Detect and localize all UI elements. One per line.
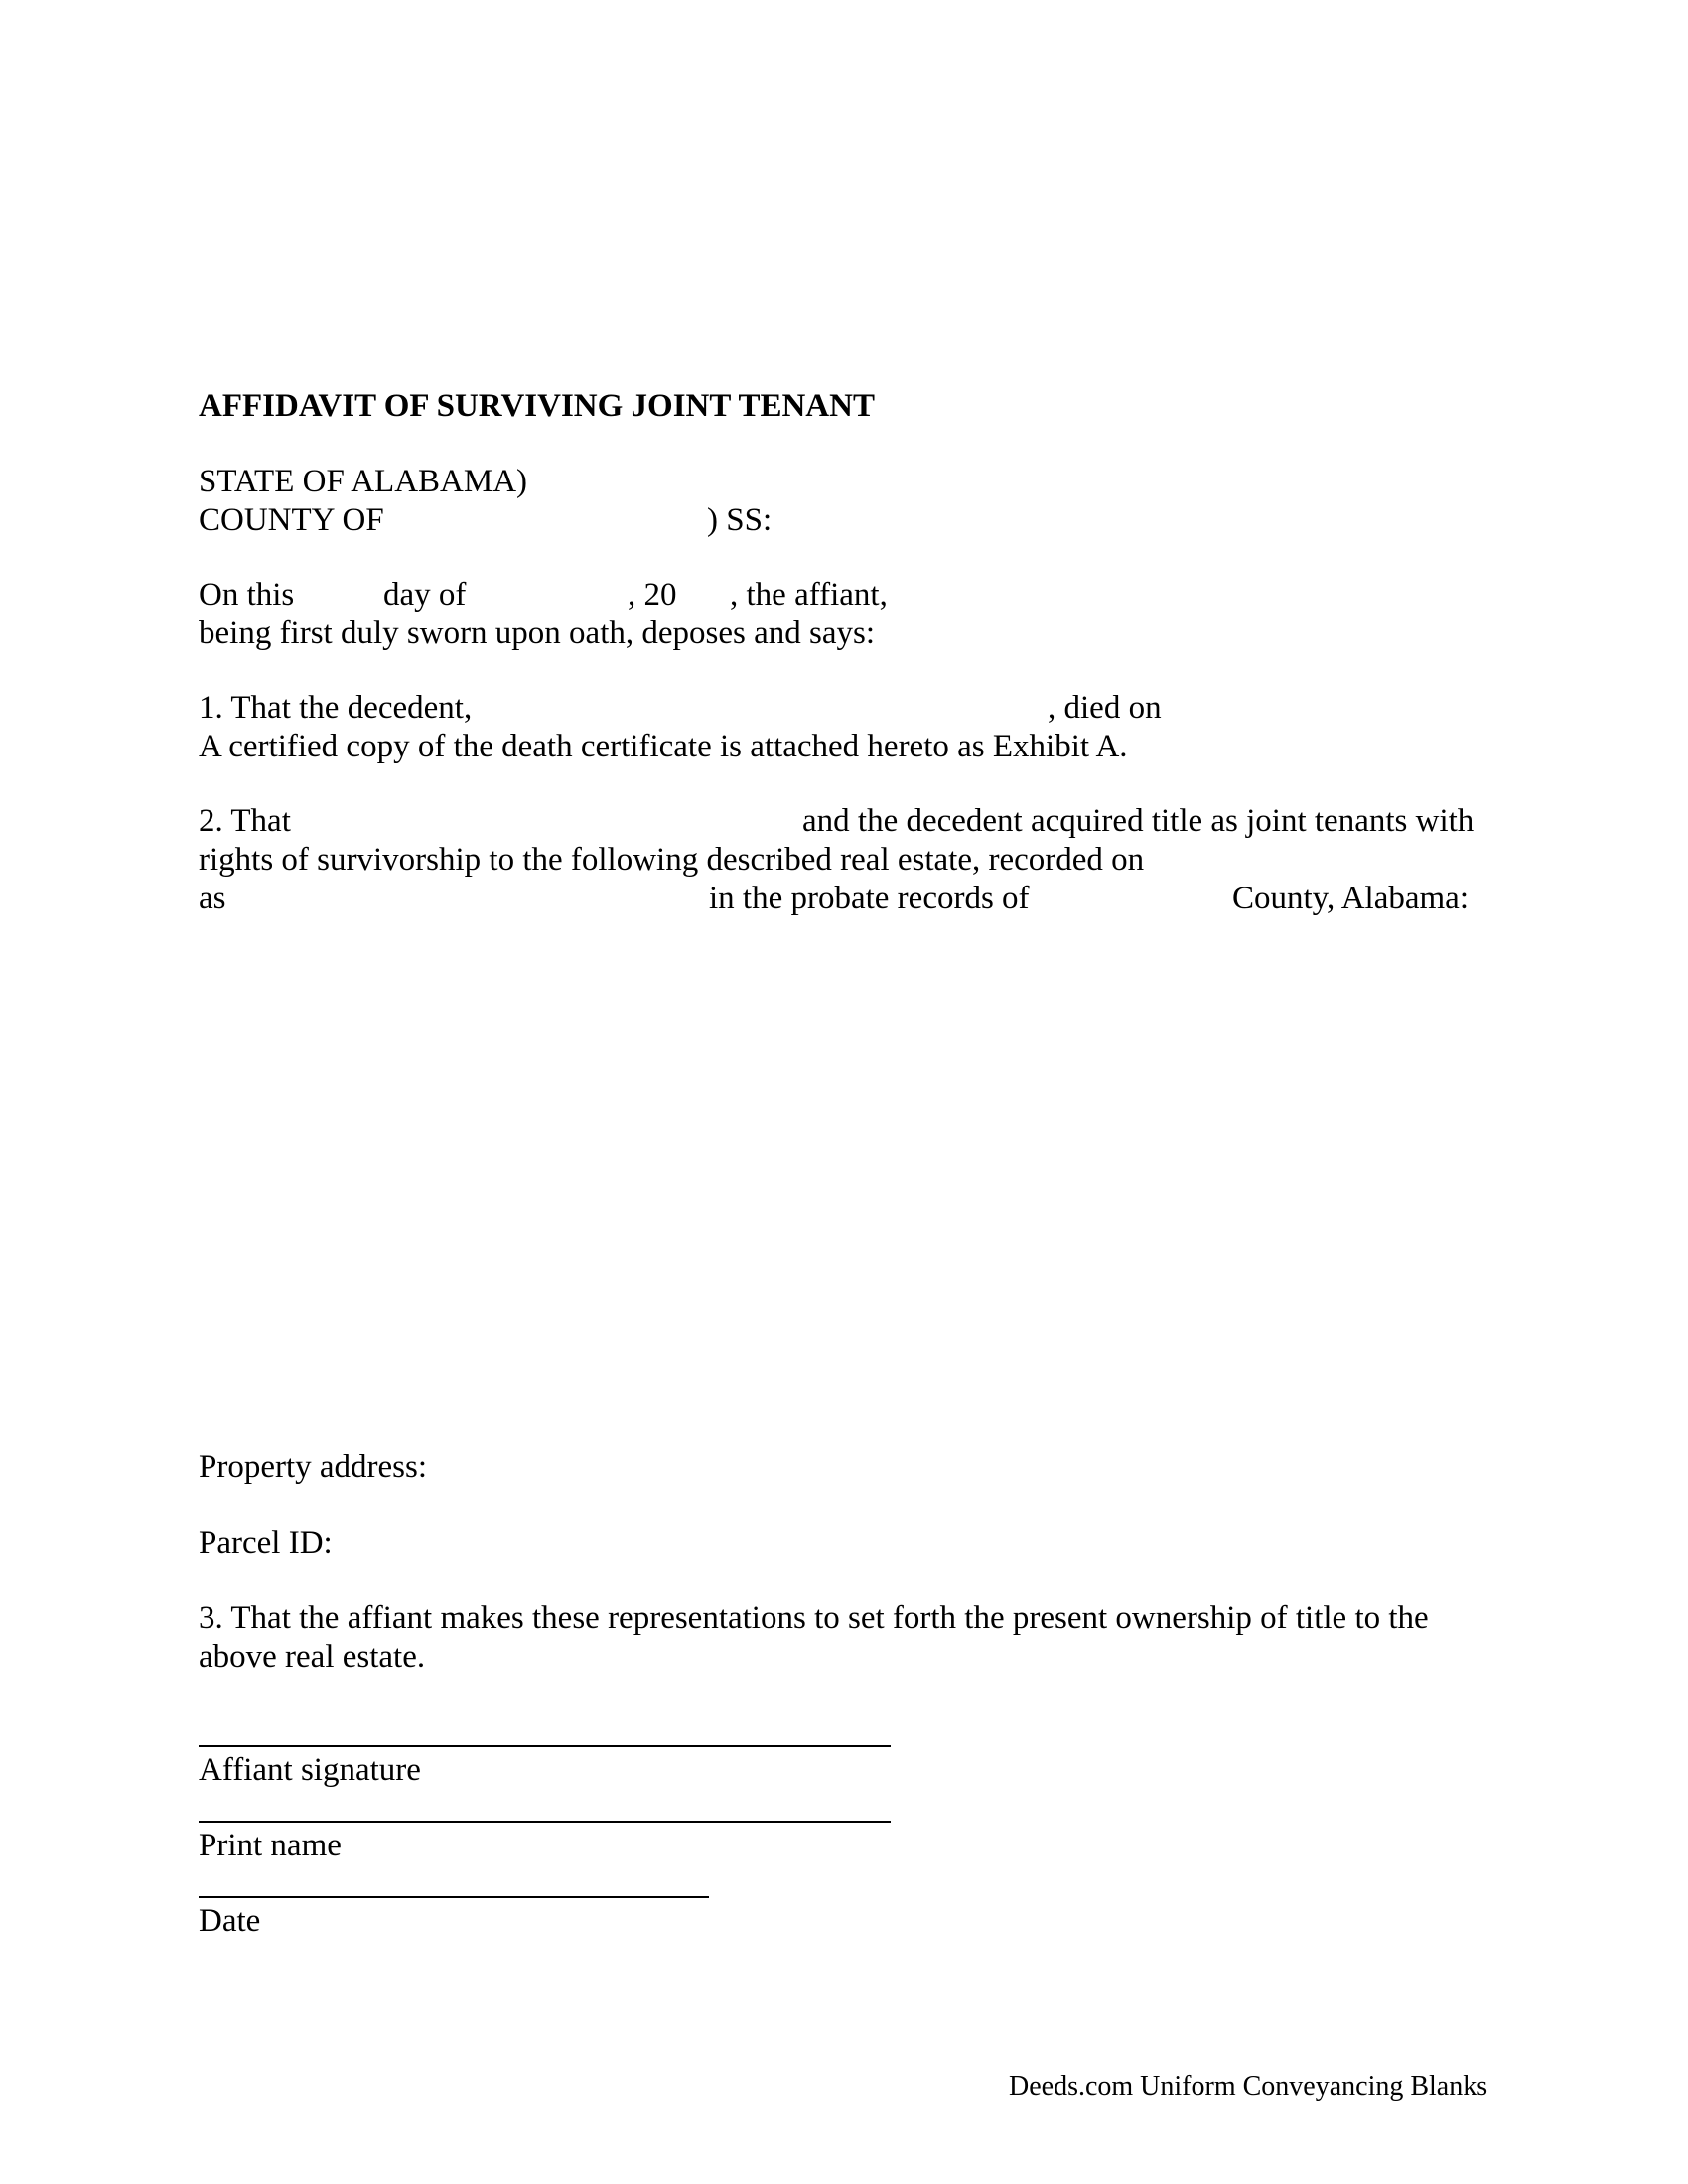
intro-day-of: day of: [383, 577, 467, 613]
para1-line2: A certified copy of the death certificate is attached hereto as Exhibit A.: [199, 729, 1128, 764]
parcel-id-label: Parcel ID:: [199, 1525, 333, 1561]
intro-line2: being first duly sworn upon oath, deposes and says:: [199, 615, 875, 651]
para2-line2: rights of survivorship to the following described real estate, recorded on: [199, 842, 1145, 878]
document-title: AFFIDAVIT OF SURVIVING JOINT TENANT: [199, 388, 875, 424]
para3-line2: above real estate.: [199, 1639, 426, 1675]
footer-text: Deeds.com Uniform Conveyancing Blanks: [1009, 2071, 1488, 2102]
print-name-label: Print name: [199, 1828, 342, 1863]
affiant-signature-line: [199, 1745, 891, 1747]
venue-ss: ) SS:: [707, 502, 773, 538]
venue-state: STATE OF ALABAMA): [199, 464, 528, 499]
print-name-line: [199, 1821, 891, 1823]
intro-on-this: On this: [199, 577, 295, 613]
para2-start: 2. That: [199, 803, 291, 839]
date-label: Date: [199, 1903, 261, 1939]
date-line: [199, 1896, 709, 1898]
para2-county-alabama: County, Alabama:: [1232, 881, 1469, 916]
property-address-label: Property address:: [199, 1449, 428, 1485]
para2-as: as: [199, 881, 226, 916]
para2-line1-rest: and the decedent acquired title as joint tenants with: [802, 803, 1475, 839]
para2-probate: in the probate records of: [709, 881, 1030, 916]
intro-the-affiant: , the affiant,: [730, 577, 888, 613]
venue-county-label: COUNTY OF: [199, 502, 384, 538]
affiant-signature-label: Affiant signature: [199, 1752, 421, 1788]
intro-year-prefix: , 20: [628, 577, 677, 613]
para1-start: 1. That the decedent,: [199, 690, 473, 726]
para1-died-on: , died on: [1048, 690, 1162, 726]
para3-line1: 3. That the affiant makes these representations to set forth the present ownership of title to the: [199, 1600, 1429, 1636]
